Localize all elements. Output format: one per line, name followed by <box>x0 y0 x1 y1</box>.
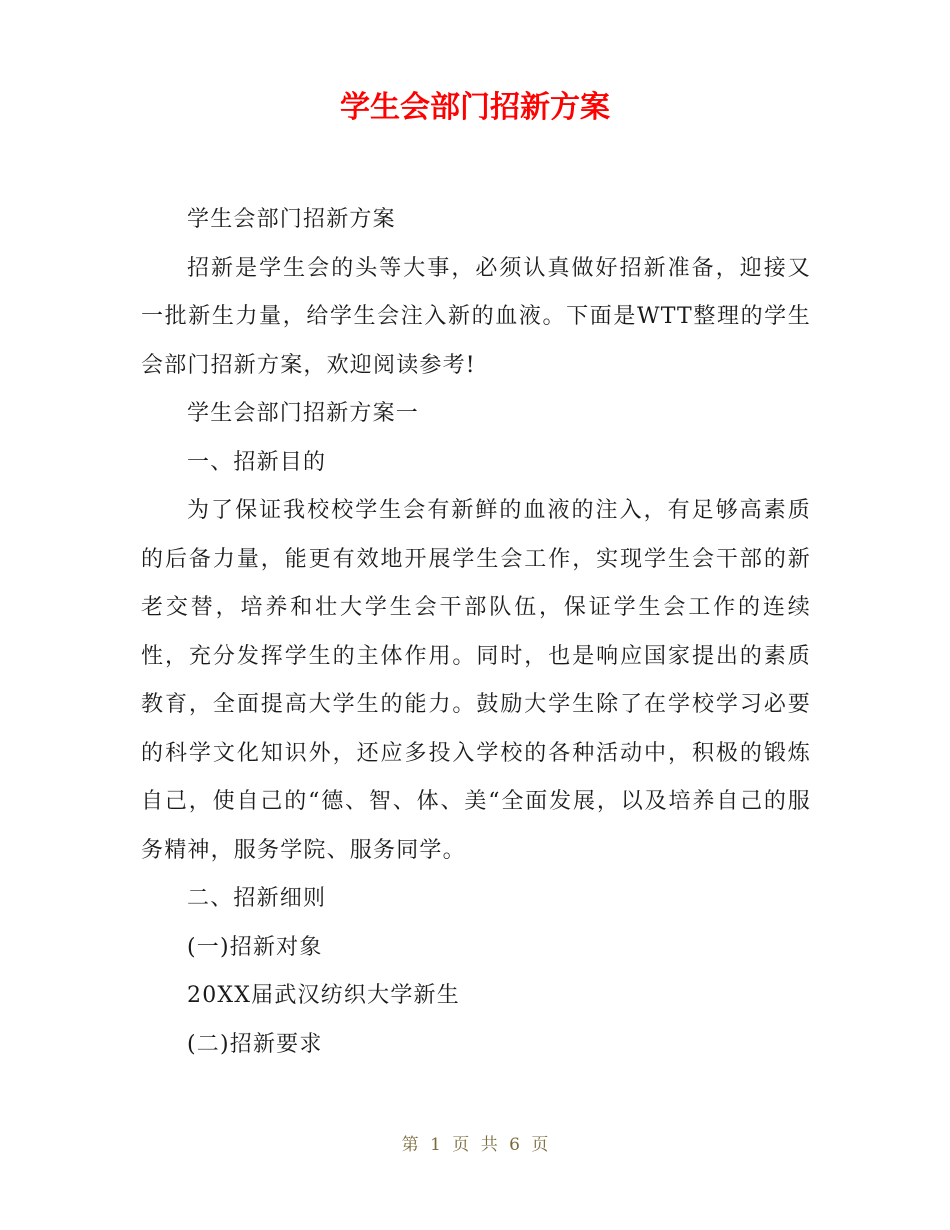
paragraph-purpose: 为了保证我校校学生会有新鲜的血液的注入，有足够高素质的后备力量，能更有效地开展学生会工作，实现学生会干部的新老交替，培养和壮大学生会干部队伍，保证学生会工作的连续性，充分发挥学生的主体作用。同时，也是响应国家提出的素质教育，全面提高大学生的能力。鼓励大学生除了在学校学习必要的科学文化知识外，还应多投入学校的各种活动中，积极的锻炼自己，使自己的“德、智、体、美“全面发展，以及培养自己的服务精神，服务学院、服务同学。 <box>141 498 811 863</box>
document-title: 学生会部门招新方案 <box>340 90 610 125</box>
paragraph-plan-one: 学生会部门招新方案一 <box>187 401 420 426</box>
section-purpose-heading: 一、招新目的 <box>187 449 327 475</box>
paragraph-heading: 学生会部门招新方案 <box>187 207 396 232</box>
subsection-target-heading: (一)招新对象 <box>187 934 323 960</box>
document-body <box>141 196 811 1069</box>
section-details-heading: 二、招新细则 <box>187 886 327 911</box>
paragraph-target: 20XX届武汉纺织大学新生 <box>187 983 460 1008</box>
paragraph-intro: 招新是学生会的头等大事，必须认真做好招新准备，迎接又一批新生力量，给学生会注入新的血液。下面是WTT整理的学生会部门招新方案，欢迎阅读参考! <box>141 255 811 378</box>
subsection-requirements-heading: (二)招新要求 <box>187 1031 323 1057</box>
page-footer: 第 1 页 共 6 页 <box>401 1135 549 1155</box>
